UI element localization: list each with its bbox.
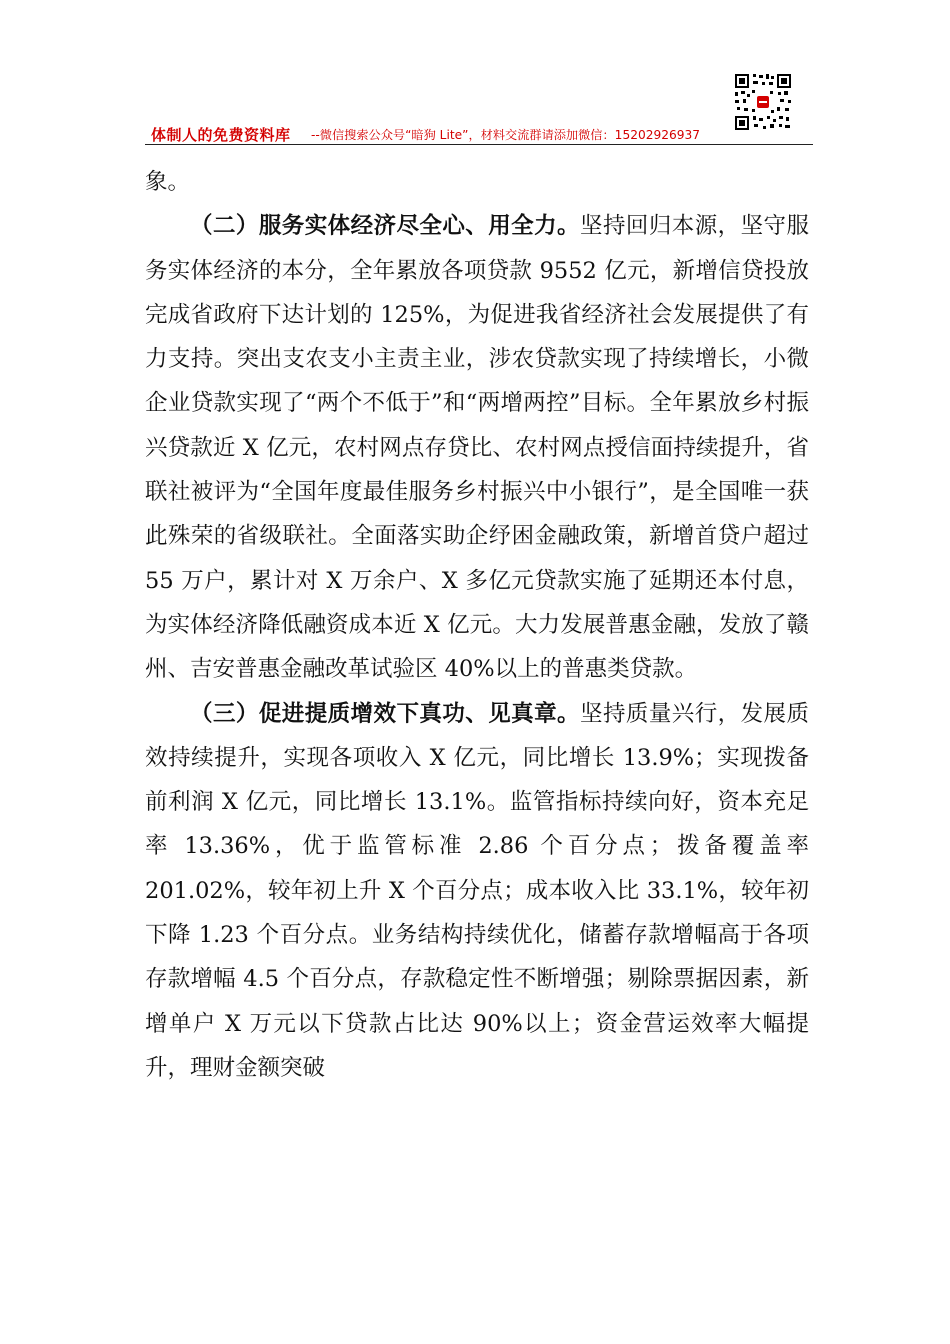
paragraph-continuation [145, 160, 809, 204]
header-subtitle: --微信搜索公众号“暗狗 Lite”，材料交流群请添加微信：15202926937 [311, 128, 700, 142]
paragraph-section-2 [145, 204, 809, 691]
header-divider [145, 144, 813, 145]
paragraph-body: 坚持质量兴行，发展质效持续提升，实现各项收入 X 亿元，同比增长 13.9%；实现拨备前利润 X 亿元，同比增长 13.1%。监管指标持续向好，资本充足率 13.36%，优于监管标准 2.86 个百分点；拨备覆盖率 201.02%，较年初上升 X 个百分点；成本收入比 33.1%，较年初下降 1.23 个百分点。业务结构持续优化，储蓄存款增幅高于各项存款增幅 4.5 个百分点，存款稳定性不断增强；剔除票据因素，新增单户 X 万元以下贷款占比达 90%以上；资金营运效率大幅提升，理财金额突破 [145, 700, 809, 1081]
qr-code-icon [733, 72, 793, 132]
paragraph-section-3 [145, 692, 809, 1091]
paragraph-body: 坚持回归本源，坚守服务实体经济的本分，全年累放各项贷款 9552 亿元，新增信贷投放完成省政府下达计划的 125%，为促进我省经济社会发展提供了有力支持。突出支农支小主责主业，涉农贷款实现了持续增长，小微企业贷款实现了“两个不低于”和“两增两控”目标。全年累放乡村振兴贷款近 X 亿元，农村网点存贷比、农村网点授信面持续提升，省联社被评为“全国年度最佳服务乡村振兴中小银行”，是全国唯一获此殊荣的省级联社。全面落实助企纾困金融政策，新增首贷户超过 55 万户，累计对 X 万余户、X 多亿元贷款实施了延期还本付息，为实体经济降低融资成本近 X 亿元。大力发展普惠金融，发放了赣州、吉安普惠金融改革试验区 40%以上的普惠类贷款。 [145, 213, 809, 683]
paragraph-body: 象。 [145, 169, 191, 195]
page-header [145, 72, 813, 146]
section-heading: （三）促进提质增效下真功、见真章。 [190, 700, 580, 727]
brand-title: 体制人的免费资料库 [151, 126, 291, 144]
document-body [145, 160, 809, 1090]
section-heading: （二）服务实体经济尽全心、用全力。 [190, 213, 580, 240]
